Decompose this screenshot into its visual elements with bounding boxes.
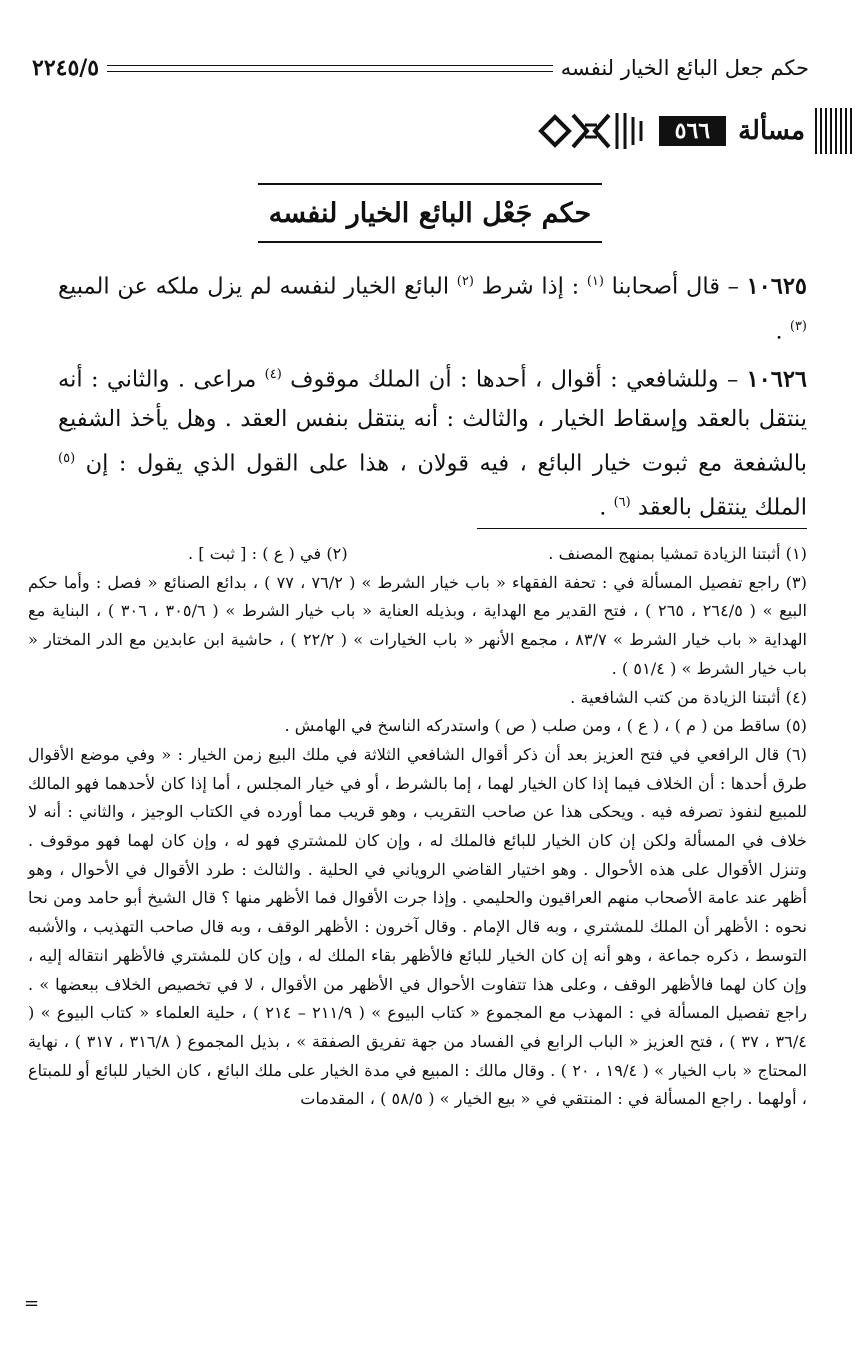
footnote-4: (٤) أثبتنا الزيادة من كتب الشافعية . — [570, 687, 807, 707]
footnote-ref: (٤) — [264, 367, 282, 382]
paragraph-text: : إذا شرط — [473, 273, 587, 300]
footnote-row — [28, 540, 807, 569]
footnote-ref: (٣) — [789, 318, 807, 334]
footnote-3: (٣) راجع تفصيل المسألة في : تحفة الفقهاء « باب خيار الشرط » ( ٧٦/٢ ، ٧٧ ) ، بدائع الصنائع « فصل : وأما حكم البيع » ( ٢٦٤/٥ ، ٢٦٥ ) ، فتح القدير مع الهداية ، وبذيله العناية « باب خيار الشرط » ( ٣٠٥/٦ ، ٣٠٦ ) ، البناية مع الهداية « باب خيار الشرط » ٨٣/٧ ، مجمع الأنهر « باب الخيارات » ( ٢٢/٢ ) ، حاشية ابن عابدين مع الدر المختار « باب خيار الشرط » ( ٥١/٤ ) . — [28, 572, 808, 678]
paragraph-number: ١٠٦٢٥ — [746, 273, 807, 300]
paragraph-number: ١٠٦٢٦ — [746, 366, 807, 393]
paragraph-text: الملك ينتقل بالعقد — [630, 494, 807, 521]
header-rule — [107, 65, 553, 72]
footnote-5: (٥) ساقط من ( م ) ، ( ع ) ، ومن صلب ( ص ) واستدركه الناسخ في الهامش . — [284, 716, 807, 736]
page-number: ٢٢٤٥/٥ — [32, 55, 100, 81]
stripes-ornament — [815, 108, 855, 154]
issue-number: ٥٦٦ — [659, 116, 726, 146]
paragraph-text: – وللشافعي : أقوال ، أحدها : أن الملك موقوف — [281, 366, 747, 393]
footnote-ref: (٦) — [613, 495, 631, 510]
issue-bar — [30, 104, 855, 158]
footnote-divider — [477, 528, 807, 529]
footnote-ref: (٥) — [58, 450, 76, 466]
footnote-1: (١) أثبتنا الزيادة تمشيا بمنهج المصنف . — [548, 544, 807, 563]
chapter-title: حكم جَعْل البائع الخيار لنفسه — [268, 197, 592, 229]
footnote-ref: (١) — [586, 274, 604, 289]
running-title: حكم جعل البائع الخيار لنفسه — [560, 56, 809, 80]
footnote-6: (٦) قال الرافعي في فتح العزيز بعد أن ذكر أقوال الشافعي الثلاثة في ملك البيع زمن الخيار : « وفي موضع الأقوال طرق أحدها : أن الخلاف فيما إذا كان الخيار لهما ، إما بالشرط ، أو في خيار المجلس ، أما إذا كان لأحدهما فهو المالك للمبيع لنفوذ تصرفه فيه . ويحكى هذا عن صاحب التقريب ، وهو قريب مما أورده في الكتاب الوجيز ، والثاني : أنه لا خلاف في المسألة ولكن إن كان الخيار للبائع فالملك له ، وإن كان للمشتري فهو له ، وإن كان لهما فهو موقوف . وتنزل الأقوال على هذه الأحوال . وهو اختيار القاضي الروياني في الحلية . والثالث : طرد الأقوال في الأحوال ، وهو أظهر عند عامة الأصحاب منهم العراقيون والحليمي . وإذا جرت الأقوال فما الأظهر منها ؟ قال الشيخ أبو حامد ومن نحا نحوه : الأظهر أن الملك للمشتري ، وبه قال الإمام . وقال آخرون : الأظهر الوقف ، وبه قال صاحب التهذيب ، والأشبه التوسط ، ذكره جماعة ، وهو أنه إن كان الخيار للبائع فالأظهر بقاء الملك له ، وإن كان للمشتري فالأظهر انتقاله إليه ، وإن كان لهما فالأظهر الوقف ، وعلى هذا تتفاوت الأحوال في الأظهر من الأقوال ، لا في تخصيص الخلاف ببعضها » . راجع تفصيل المسألة في : المهذب مع المجموع « كتاب البيوع » ( ٢١١/٩ – ٢١٤ ) ، حلية العلماء « كتاب البيوع » ( ٣٦/٤ ، ٣٧ ) ، فتح العزيز « الباب الرابع في الفساد من جهة تفريق الصفقة » ، بذيل المجموع ( ٣١٦/٨ ، ٣١٧ ) ، نهاية المحتاج « باب الخيار » ( ١٩/٤ ، ٢٠ ) . وقال مالك : المبيع في مدة الخيار على ملك البائع ، كان الخيار للبائع أو للمبتاع ، أولهما . راجع المسألة في : المنتقي في « بيع الخيار » ( ٥٨/٥ ) ، المقدمات — [28, 744, 808, 1109]
paragraph-text: . — [599, 494, 614, 521]
chapter-title-box — [258, 183, 602, 243]
ornament-icon — [537, 107, 645, 155]
paragraph-text: – قال أصحابنا — [603, 273, 747, 300]
issue-label: مسألة — [738, 116, 805, 146]
continuation-mark: = — [24, 1293, 40, 1314]
paragraph-text: . — [775, 318, 790, 344]
main-text — [58, 262, 807, 532]
paragraph — [58, 355, 807, 528]
footnotes — [28, 540, 807, 1114]
paragraph — [58, 262, 807, 351]
paragraph-text: مراعى . والثاني : أنه ينتقل بالعقد وإسقاط الخيار ، والثالث : أنه ينتقل بنفس العقد . وهل يأخذ الشفيع بالشفعة مع ثبوت خيار البائع ، فيه قولان ، هذا على القول الذي يقول : إن — [58, 366, 807, 476]
paragraph-text: البائع الخيار لنفسه لم يزل ملكه عن المبيع — [58, 273, 457, 300]
running-header — [32, 48, 809, 88]
footnote-2: (٢) في ( ع ) : [ ثبت ] . — [188, 544, 348, 563]
footnote-ref: (٢) — [456, 274, 474, 289]
